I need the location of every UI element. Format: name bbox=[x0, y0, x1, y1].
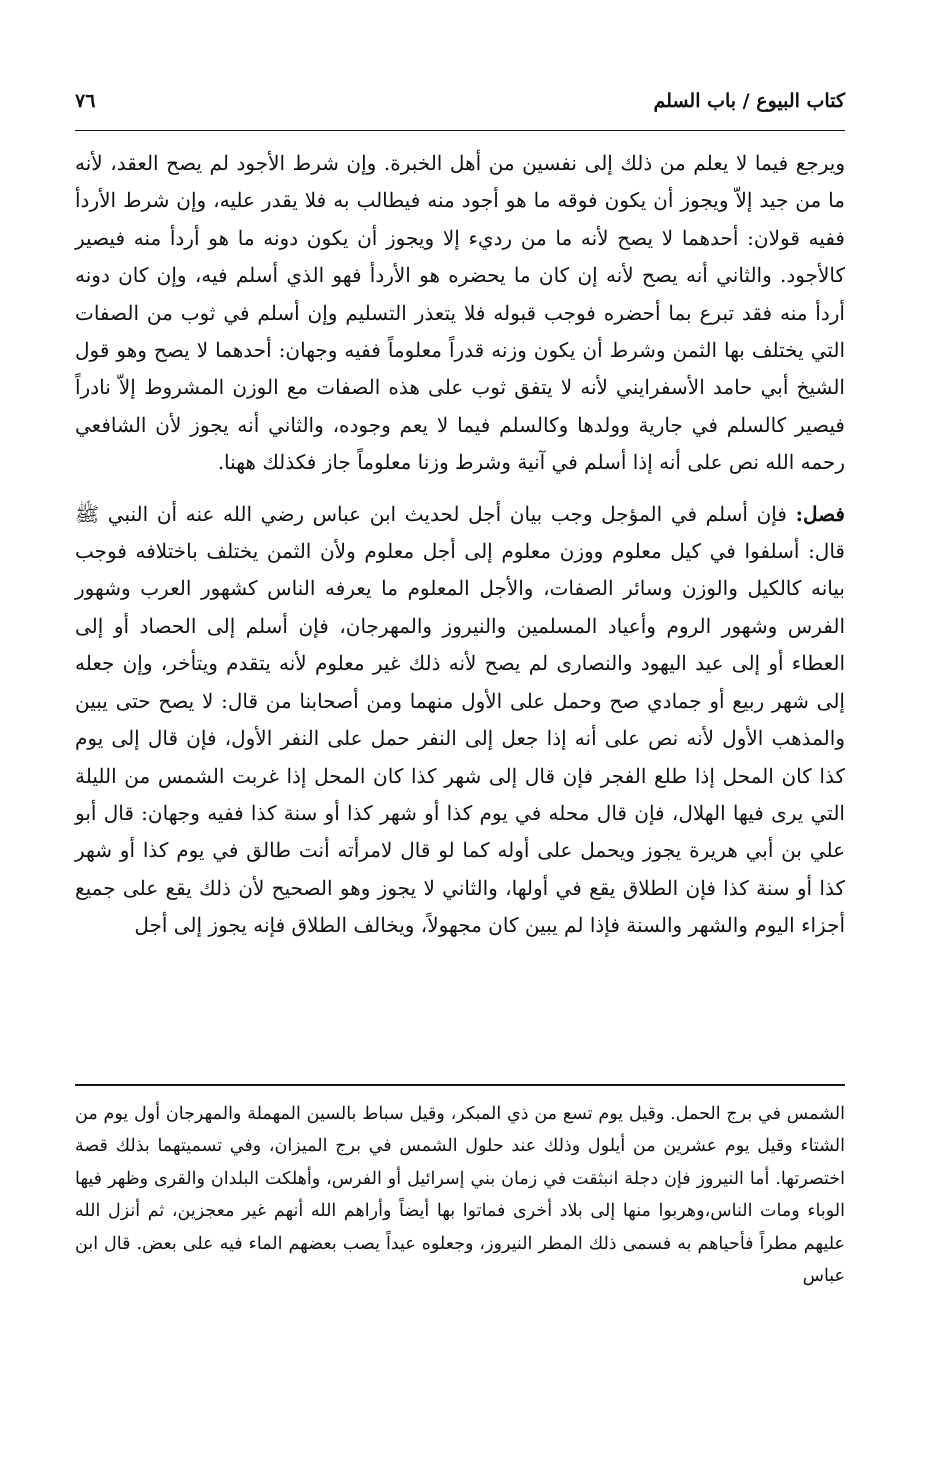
paragraph-2-text: فإن أسلم في المؤجل وجب بيان أجل لحديث ابن عباس رضي الله عنه أن النبي ﷺ قال: أسلفوا في كيل معلوم ووزن معلوم إلى أجل معلوم ولأن الثمن يختلف باختلافه فوجب بيانه كالكيل والوزن وسائر الصفات، والأجل المعلوم ما يعرفه الناس كشهور العرب وشهور الفرس وشهور الروم وأعياد المسلمين والنيروز والمهرجان، فإن أسلم إلى الحصاد أو إلى العطاء أو إلى عيد اليهود والنصارى لم يصح لأنه ذلك غير معلوم لأنه يتقدم ويتأخر، وإن جعله إلى شهر ربيع أو جمادي صح وحمل على الأول منهما ومن أصحابنا من قال: لا يصح حتى يبين والمذهب الأول لأنه نص على أنه إذا جعل إلى النفر حمل على النفر الأول، فإن قال إلى يوم كذا كان المحل إذا طلع الفجر فإن قال إلى شهر كذا كان المحل إذا غربت الشمس من الليلة التي يرى فيها الهلال، فإن قال محله في يوم كذا أو شهر كذا أو سنة كذا ففيه وجهان: قال أبو علي بن أبي هريرة يجوز ويحمل على أوله كما لو قال لامرأته أنت طالق في يوم كذا أو شهر كذا أو سنة كذا فإن الطلاق يقع في أولها، والثاني لا يجوز وهو الصحيح لأن ذلك يقع على جميع أجزاء اليوم والشهر والسنة فإذا لم يبين كان مجهولاً، ويخالف الطلاق فإنه يجوز إلى أجل bbox=[75, 501, 845, 938]
paragraph-1: ويرجع فيما لا يعلم من ذلك إلى نفسين من أهل الخبرة. وإن شرط الأجود لم يصح العقد، لأنه ما من جيد إلاّ ويجوز أن يكون فوقه ما هو أجود منه فيطالب به فلا يقدر عليه، وإن شرط الأردأ ففيه قولان: أحدهما لا يصح لأنه ما من رديء إلا ويجوز أن يكون دونه ما هو أردأ منه فيصير كالأجود. والثاني أنه يصح لأنه إن كان ما يحضره هو الأردأ فهو الذي أسلم فيه، وإن كان دونه أردأ منه فقد تبرع بما أحضره فوجب قبوله فلا يتعذر التسليم وإن أسلم في ثوب من الصفات التي يختلف بها الثمن وشرط أن يكون وزنه قدراً معلوماً ففيه وجهان: أحدهما لا يصح وهو قول الشيخ أبي حامد الأسفرايني لأنه لا يتفق ثوب على هذه الصفات مع الوزن المشروط إلاّ نادراً فيصير كالسلم في جارية وولدها وكالسلم فيما لا يعم وجوده، والثاني أنه يجوز لأن الشافعي رحمه الله نص على أنه إذا أسلم في آنية وشرط وزنا معلوماً جاز فكذلك ههنا. bbox=[75, 151, 845, 475]
footnote bbox=[75, 1098, 845, 1292]
page-number: ٧٦ bbox=[75, 90, 96, 112]
running-title: كتاب البيوع / باب السلم bbox=[653, 90, 845, 112]
paragraph-2 bbox=[75, 496, 845, 945]
footnote-divider bbox=[75, 1084, 845, 1086]
footnote-text: الشمس في برج الحمل. وقيل يوم تسع من ذي المبكر، وقيل سباط بالسين المهملة والمهرجان أول يوم من الشتاء وقيل يوم عشرين من أيلول وذلك عند حلول الشمس في برج الميزان، وفي تسميتهما بذلك قصة اختصرتها. أما النيروز فإن دجلة انبثقت في زمان بني إسرائيل أو الفرس، وأهلكت البلدان والقرى وظهر فيها الوباء ومات الناس،وهربوا منها إلى بلاد أخرى فماتوا بها أيضاً وأراهم الله أنهم غير معجزين، ثم أنزل الله عليهم مطراً فأحياهم به فسمى ذلك المطر النيروز، وجعلوه عيداً يصب بعضهم الماء فيه على بعض. قال ابن عباس bbox=[75, 1104, 845, 1287]
main-text bbox=[75, 145, 845, 945]
header-divider bbox=[75, 130, 845, 131]
section-label: فصل: bbox=[795, 501, 845, 526]
page-header bbox=[75, 90, 845, 126]
